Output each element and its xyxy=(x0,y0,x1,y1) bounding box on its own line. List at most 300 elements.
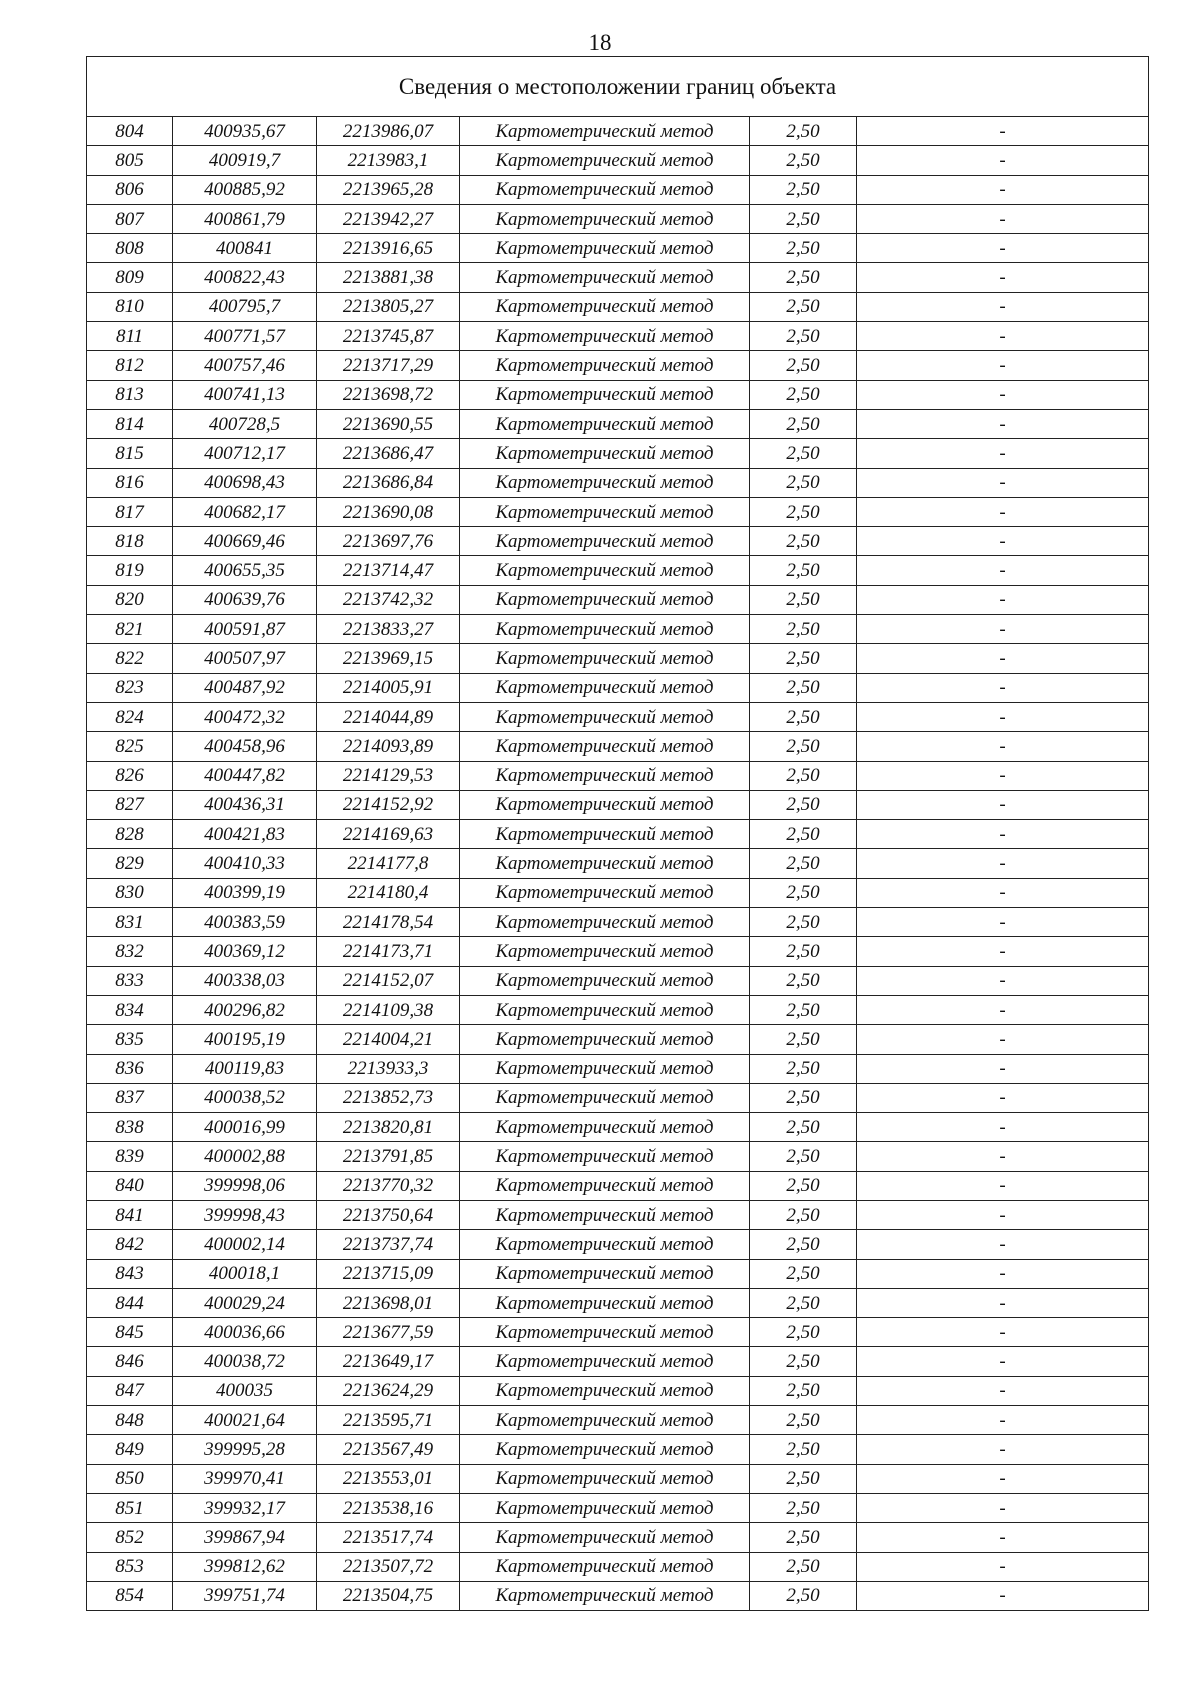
y-coordinate-cell: 2213517,74 xyxy=(317,1523,460,1552)
accuracy-cell: 2,50 xyxy=(750,468,857,497)
accuracy-cell: 2,50 xyxy=(750,175,857,204)
table-caption-row xyxy=(87,57,1149,117)
boundary-coordinates-table xyxy=(86,56,1149,1611)
point-number-cell: 834 xyxy=(87,995,173,1024)
x-coordinate-cell: 400029,24 xyxy=(173,1288,317,1317)
method-cell: Картометрический метод xyxy=(460,1113,750,1142)
y-coordinate-cell: 2214044,89 xyxy=(317,702,460,731)
accuracy-cell: 2,50 xyxy=(750,409,857,438)
table-row xyxy=(87,556,1149,585)
method-cell: Картометрический метод xyxy=(460,1581,750,1610)
description-cell: - xyxy=(857,849,1149,878)
method-cell: Картометрический метод xyxy=(460,673,750,702)
table-row xyxy=(87,204,1149,233)
description-cell: - xyxy=(857,585,1149,614)
x-coordinate-cell: 400002,88 xyxy=(173,1142,317,1171)
table-row xyxy=(87,1054,1149,1083)
description-cell: - xyxy=(857,351,1149,380)
table-row xyxy=(87,761,1149,790)
description-cell: - xyxy=(857,937,1149,966)
method-cell: Картометрический метод xyxy=(460,702,750,731)
y-coordinate-cell: 2213881,38 xyxy=(317,263,460,292)
point-number-cell: 817 xyxy=(87,497,173,526)
point-number-cell: 813 xyxy=(87,380,173,409)
y-coordinate-cell: 2213697,76 xyxy=(317,527,460,556)
point-number-cell: 853 xyxy=(87,1552,173,1581)
accuracy-cell: 2,50 xyxy=(750,1464,857,1493)
point-number-cell: 818 xyxy=(87,527,173,556)
x-coordinate-cell: 400296,82 xyxy=(173,995,317,1024)
y-coordinate-cell: 2213933,3 xyxy=(317,1054,460,1083)
accuracy-cell: 2,50 xyxy=(750,1493,857,1522)
method-cell: Картометрический метод xyxy=(460,527,750,556)
method-cell: Картометрический метод xyxy=(460,117,750,146)
x-coordinate-cell: 400771,57 xyxy=(173,322,317,351)
method-cell: Картометрический метод xyxy=(460,761,750,790)
point-number-cell: 830 xyxy=(87,878,173,907)
x-coordinate-cell: 400669,46 xyxy=(173,527,317,556)
y-coordinate-cell: 2213737,74 xyxy=(317,1230,460,1259)
x-coordinate-cell: 400119,83 xyxy=(173,1054,317,1083)
table-row xyxy=(87,702,1149,731)
table-row xyxy=(87,1406,1149,1435)
description-cell: - xyxy=(857,1581,1149,1610)
y-coordinate-cell: 2214005,91 xyxy=(317,673,460,702)
method-cell: Картометрический метод xyxy=(460,409,750,438)
accuracy-cell: 2,50 xyxy=(750,1581,857,1610)
point-number-cell: 838 xyxy=(87,1113,173,1142)
point-number-cell: 811 xyxy=(87,322,173,351)
point-number-cell: 841 xyxy=(87,1200,173,1229)
point-number-cell: 847 xyxy=(87,1376,173,1405)
description-cell: - xyxy=(857,966,1149,995)
x-coordinate-cell: 400002,14 xyxy=(173,1230,317,1259)
y-coordinate-cell: 2213820,81 xyxy=(317,1113,460,1142)
table-row xyxy=(87,820,1149,849)
description-cell: - xyxy=(857,1200,1149,1229)
table-row xyxy=(87,322,1149,351)
description-cell: - xyxy=(857,1493,1149,1522)
accuracy-cell: 2,50 xyxy=(750,1259,857,1288)
method-cell: Картометрический метод xyxy=(460,1464,750,1493)
method-cell: Картометрический метод xyxy=(460,644,750,673)
x-coordinate-cell: 400861,79 xyxy=(173,204,317,233)
description-cell: - xyxy=(857,117,1149,146)
x-coordinate-cell: 399812,62 xyxy=(173,1552,317,1581)
point-number-cell: 820 xyxy=(87,585,173,614)
method-cell: Картометрический метод xyxy=(460,263,750,292)
description-cell: - xyxy=(857,1523,1149,1552)
y-coordinate-cell: 2213698,72 xyxy=(317,380,460,409)
y-coordinate-cell: 2214093,89 xyxy=(317,732,460,761)
y-coordinate-cell: 2213969,15 xyxy=(317,644,460,673)
method-cell: Картометрический метод xyxy=(460,1493,750,1522)
method-cell: Картометрический метод xyxy=(460,615,750,644)
x-coordinate-cell: 400919,7 xyxy=(173,146,317,175)
y-coordinate-cell: 2213986,07 xyxy=(317,117,460,146)
method-cell: Картометрический метод xyxy=(460,204,750,233)
description-cell: - xyxy=(857,908,1149,937)
y-coordinate-cell: 2213916,65 xyxy=(317,234,460,263)
x-coordinate-cell: 400038,52 xyxy=(173,1083,317,1112)
description-cell: - xyxy=(857,1083,1149,1112)
table-row xyxy=(87,1230,1149,1259)
description-cell: - xyxy=(857,761,1149,790)
method-cell: Картометрический метод xyxy=(460,1406,750,1435)
x-coordinate-cell: 400507,97 xyxy=(173,644,317,673)
method-cell: Картометрический метод xyxy=(460,1552,750,1581)
table-row xyxy=(87,1493,1149,1522)
accuracy-cell: 2,50 xyxy=(750,878,857,907)
accuracy-cell: 2,50 xyxy=(750,1347,857,1376)
accuracy-cell: 2,50 xyxy=(750,849,857,878)
table-row xyxy=(87,1083,1149,1112)
table-row xyxy=(87,380,1149,409)
x-coordinate-cell: 400712,17 xyxy=(173,439,317,468)
x-coordinate-cell: 400655,35 xyxy=(173,556,317,585)
accuracy-cell: 2,50 xyxy=(750,644,857,673)
description-cell: - xyxy=(857,1171,1149,1200)
point-number-cell: 852 xyxy=(87,1523,173,1552)
accuracy-cell: 2,50 xyxy=(750,1025,857,1054)
y-coordinate-cell: 2214180,4 xyxy=(317,878,460,907)
accuracy-cell: 2,50 xyxy=(750,966,857,995)
description-cell: - xyxy=(857,556,1149,585)
point-number-cell: 807 xyxy=(87,204,173,233)
point-number-cell: 829 xyxy=(87,849,173,878)
y-coordinate-cell: 2214177,8 xyxy=(317,849,460,878)
y-coordinate-cell: 2213686,84 xyxy=(317,468,460,497)
y-coordinate-cell: 2214152,92 xyxy=(317,790,460,819)
description-cell: - xyxy=(857,380,1149,409)
point-number-cell: 848 xyxy=(87,1406,173,1435)
method-cell: Картометрический метод xyxy=(460,908,750,937)
y-coordinate-cell: 2213942,27 xyxy=(317,204,460,233)
method-cell: Картометрический метод xyxy=(460,1347,750,1376)
y-coordinate-cell: 2213504,75 xyxy=(317,1581,460,1610)
table-row xyxy=(87,585,1149,614)
y-coordinate-cell: 2213805,27 xyxy=(317,292,460,321)
accuracy-cell: 2,50 xyxy=(750,820,857,849)
method-cell: Картометрический метод xyxy=(460,937,750,966)
point-number-cell: 835 xyxy=(87,1025,173,1054)
x-coordinate-cell: 400822,43 xyxy=(173,263,317,292)
x-coordinate-cell: 400038,72 xyxy=(173,1347,317,1376)
y-coordinate-cell: 2214004,21 xyxy=(317,1025,460,1054)
table-row xyxy=(87,1523,1149,1552)
table-row xyxy=(87,732,1149,761)
table-row xyxy=(87,175,1149,204)
y-coordinate-cell: 2214152,07 xyxy=(317,966,460,995)
method-cell: Картометрический метод xyxy=(460,1083,750,1112)
description-cell: - xyxy=(857,732,1149,761)
description-cell: - xyxy=(857,527,1149,556)
description-cell: - xyxy=(857,1376,1149,1405)
accuracy-cell: 2,50 xyxy=(750,497,857,526)
point-number-cell: 816 xyxy=(87,468,173,497)
y-coordinate-cell: 2213677,59 xyxy=(317,1318,460,1347)
point-number-cell: 843 xyxy=(87,1259,173,1288)
boundary-table-container xyxy=(86,56,1148,1611)
table-row xyxy=(87,878,1149,907)
description-cell: - xyxy=(857,1552,1149,1581)
accuracy-cell: 2,50 xyxy=(750,263,857,292)
method-cell: Картометрический метод xyxy=(460,175,750,204)
description-cell: - xyxy=(857,497,1149,526)
point-number-cell: 814 xyxy=(87,409,173,438)
table-row xyxy=(87,1171,1149,1200)
x-coordinate-cell: 400757,46 xyxy=(173,351,317,380)
description-cell: - xyxy=(857,702,1149,731)
description-cell: - xyxy=(857,1259,1149,1288)
accuracy-cell: 2,50 xyxy=(750,234,857,263)
accuracy-cell: 2,50 xyxy=(750,1113,857,1142)
y-coordinate-cell: 2213690,08 xyxy=(317,497,460,526)
description-cell: - xyxy=(857,1464,1149,1493)
accuracy-cell: 2,50 xyxy=(750,732,857,761)
accuracy-cell: 2,50 xyxy=(750,585,857,614)
y-coordinate-cell: 2214129,53 xyxy=(317,761,460,790)
table-row xyxy=(87,1581,1149,1610)
method-cell: Картометрический метод xyxy=(460,1376,750,1405)
table-row xyxy=(87,644,1149,673)
description-cell: - xyxy=(857,1288,1149,1317)
method-cell: Картометрический метод xyxy=(460,351,750,380)
accuracy-cell: 2,50 xyxy=(750,204,857,233)
accuracy-cell: 2,50 xyxy=(750,1171,857,1200)
point-number-cell: 850 xyxy=(87,1464,173,1493)
table-row xyxy=(87,527,1149,556)
accuracy-cell: 2,50 xyxy=(750,1288,857,1317)
point-number-cell: 821 xyxy=(87,615,173,644)
y-coordinate-cell: 2213983,1 xyxy=(317,146,460,175)
method-cell: Картометрический метод xyxy=(460,468,750,497)
description-cell: - xyxy=(857,292,1149,321)
table-row xyxy=(87,117,1149,146)
method-cell: Картометрический метод xyxy=(460,820,750,849)
y-coordinate-cell: 2213567,49 xyxy=(317,1435,460,1464)
table-row xyxy=(87,351,1149,380)
method-cell: Картометрический метод xyxy=(460,497,750,526)
table-row xyxy=(87,615,1149,644)
accuracy-cell: 2,50 xyxy=(750,1200,857,1229)
point-number-cell: 822 xyxy=(87,644,173,673)
point-number-cell: 837 xyxy=(87,1083,173,1112)
description-cell: - xyxy=(857,878,1149,907)
description-cell: - xyxy=(857,263,1149,292)
description-cell: - xyxy=(857,409,1149,438)
description-cell: - xyxy=(857,1054,1149,1083)
table-row xyxy=(87,1347,1149,1376)
description-cell: - xyxy=(857,1406,1149,1435)
table-row xyxy=(87,1318,1149,1347)
y-coordinate-cell: 2214178,54 xyxy=(317,908,460,937)
method-cell: Картометрический метод xyxy=(460,322,750,351)
y-coordinate-cell: 2213750,64 xyxy=(317,1200,460,1229)
method-cell: Картометрический метод xyxy=(460,1142,750,1171)
method-cell: Картометрический метод xyxy=(460,1523,750,1552)
x-coordinate-cell: 400639,76 xyxy=(173,585,317,614)
y-coordinate-cell: 2213698,01 xyxy=(317,1288,460,1317)
table-row xyxy=(87,966,1149,995)
accuracy-cell: 2,50 xyxy=(750,1406,857,1435)
page-number: 18 xyxy=(588,30,612,55)
y-coordinate-cell: 2213742,32 xyxy=(317,585,460,614)
point-number-cell: 846 xyxy=(87,1347,173,1376)
table-row xyxy=(87,497,1149,526)
point-number-cell: 844 xyxy=(87,1288,173,1317)
table-row xyxy=(87,673,1149,702)
x-coordinate-cell: 400458,96 xyxy=(173,732,317,761)
point-number-cell: 805 xyxy=(87,146,173,175)
description-cell: - xyxy=(857,175,1149,204)
method-cell: Картометрический метод xyxy=(460,1200,750,1229)
y-coordinate-cell: 2213686,47 xyxy=(317,439,460,468)
description-cell: - xyxy=(857,204,1149,233)
accuracy-cell: 2,50 xyxy=(750,1083,857,1112)
method-cell: Картометрический метод xyxy=(460,849,750,878)
point-number-cell: 815 xyxy=(87,439,173,468)
accuracy-cell: 2,50 xyxy=(750,1435,857,1464)
accuracy-cell: 2,50 xyxy=(750,702,857,731)
point-number-cell: 840 xyxy=(87,1171,173,1200)
method-cell: Картометрический метод xyxy=(460,380,750,409)
point-number-cell: 804 xyxy=(87,117,173,146)
description-cell: - xyxy=(857,644,1149,673)
accuracy-cell: 2,50 xyxy=(750,556,857,585)
accuracy-cell: 2,50 xyxy=(750,995,857,1024)
x-coordinate-cell: 399995,28 xyxy=(173,1435,317,1464)
point-number-cell: 833 xyxy=(87,966,173,995)
method-cell: Картометрический метод xyxy=(460,1435,750,1464)
x-coordinate-cell: 400795,7 xyxy=(173,292,317,321)
table-row xyxy=(87,1142,1149,1171)
accuracy-cell: 2,50 xyxy=(750,790,857,819)
y-coordinate-cell: 2213507,72 xyxy=(317,1552,460,1581)
accuracy-cell: 2,50 xyxy=(750,761,857,790)
table-row xyxy=(87,468,1149,497)
x-coordinate-cell: 400885,92 xyxy=(173,175,317,204)
point-number-cell: 849 xyxy=(87,1435,173,1464)
description-cell: - xyxy=(857,1142,1149,1171)
accuracy-cell: 2,50 xyxy=(750,527,857,556)
method-cell: Картометрический метод xyxy=(460,292,750,321)
x-coordinate-cell: 400035 xyxy=(173,1376,317,1405)
accuracy-cell: 2,50 xyxy=(750,937,857,966)
y-coordinate-cell: 2213717,29 xyxy=(317,351,460,380)
table-row xyxy=(87,1376,1149,1405)
point-number-cell: 831 xyxy=(87,908,173,937)
x-coordinate-cell: 400421,83 xyxy=(173,820,317,849)
method-cell: Картометрический метод xyxy=(460,1259,750,1288)
x-coordinate-cell: 400383,59 xyxy=(173,908,317,937)
accuracy-cell: 2,50 xyxy=(750,351,857,380)
point-number-cell: 809 xyxy=(87,263,173,292)
accuracy-cell: 2,50 xyxy=(750,673,857,702)
x-coordinate-cell: 399867,94 xyxy=(173,1523,317,1552)
y-coordinate-cell: 2213690,55 xyxy=(317,409,460,438)
method-cell: Картометрический метод xyxy=(460,995,750,1024)
table-row xyxy=(87,995,1149,1024)
method-cell: Картометрический метод xyxy=(460,1318,750,1347)
description-cell: - xyxy=(857,1025,1149,1054)
accuracy-cell: 2,50 xyxy=(750,615,857,644)
description-cell: - xyxy=(857,439,1149,468)
x-coordinate-cell: 400841 xyxy=(173,234,317,263)
y-coordinate-cell: 2214169,63 xyxy=(317,820,460,849)
y-coordinate-cell: 2213852,73 xyxy=(317,1083,460,1112)
y-coordinate-cell: 2213714,47 xyxy=(317,556,460,585)
x-coordinate-cell: 400698,43 xyxy=(173,468,317,497)
table-row xyxy=(87,146,1149,175)
point-number-cell: 806 xyxy=(87,175,173,204)
accuracy-cell: 2,50 xyxy=(750,908,857,937)
x-coordinate-cell: 399751,74 xyxy=(173,1581,317,1610)
x-coordinate-cell: 400935,67 xyxy=(173,117,317,146)
y-coordinate-cell: 2213965,28 xyxy=(317,175,460,204)
point-number-cell: 824 xyxy=(87,702,173,731)
x-coordinate-cell: 399932,17 xyxy=(173,1493,317,1522)
point-number-cell: 819 xyxy=(87,556,173,585)
method-cell: Картометрический метод xyxy=(460,1054,750,1083)
point-number-cell: 827 xyxy=(87,790,173,819)
table-row xyxy=(87,1259,1149,1288)
table-row xyxy=(87,1288,1149,1317)
x-coordinate-cell: 400338,03 xyxy=(173,966,317,995)
method-cell: Картометрический метод xyxy=(460,1025,750,1054)
table-row xyxy=(87,1025,1149,1054)
method-cell: Картометрический метод xyxy=(460,439,750,468)
description-cell: - xyxy=(857,146,1149,175)
table-row xyxy=(87,1435,1149,1464)
table-row xyxy=(87,234,1149,263)
point-number-cell: 842 xyxy=(87,1230,173,1259)
x-coordinate-cell: 400410,33 xyxy=(173,849,317,878)
x-coordinate-cell: 400591,87 xyxy=(173,615,317,644)
table-body xyxy=(87,117,1149,1611)
point-number-cell: 828 xyxy=(87,820,173,849)
accuracy-cell: 2,50 xyxy=(750,117,857,146)
y-coordinate-cell: 2213553,01 xyxy=(317,1464,460,1493)
table-row xyxy=(87,439,1149,468)
description-cell: - xyxy=(857,1318,1149,1347)
y-coordinate-cell: 2214109,38 xyxy=(317,995,460,1024)
table-row xyxy=(87,790,1149,819)
x-coordinate-cell: 400021,64 xyxy=(173,1406,317,1435)
accuracy-cell: 2,50 xyxy=(750,1142,857,1171)
x-coordinate-cell: 399998,06 xyxy=(173,1171,317,1200)
point-number-cell: 810 xyxy=(87,292,173,321)
table-row xyxy=(87,1464,1149,1493)
x-coordinate-cell: 400436,31 xyxy=(173,790,317,819)
accuracy-cell: 2,50 xyxy=(750,146,857,175)
method-cell: Картометрический метод xyxy=(460,878,750,907)
description-cell: - xyxy=(857,468,1149,497)
description-cell: - xyxy=(857,1230,1149,1259)
point-number-cell: 851 xyxy=(87,1493,173,1522)
table-row xyxy=(87,849,1149,878)
x-coordinate-cell: 400018,1 xyxy=(173,1259,317,1288)
x-coordinate-cell: 399970,41 xyxy=(173,1464,317,1493)
accuracy-cell: 2,50 xyxy=(750,1230,857,1259)
table-row xyxy=(87,937,1149,966)
method-cell: Картометрический метод xyxy=(460,146,750,175)
table-row xyxy=(87,292,1149,321)
description-cell: - xyxy=(857,234,1149,263)
point-number-cell: 832 xyxy=(87,937,173,966)
point-number-cell: 823 xyxy=(87,673,173,702)
accuracy-cell: 2,50 xyxy=(750,292,857,321)
